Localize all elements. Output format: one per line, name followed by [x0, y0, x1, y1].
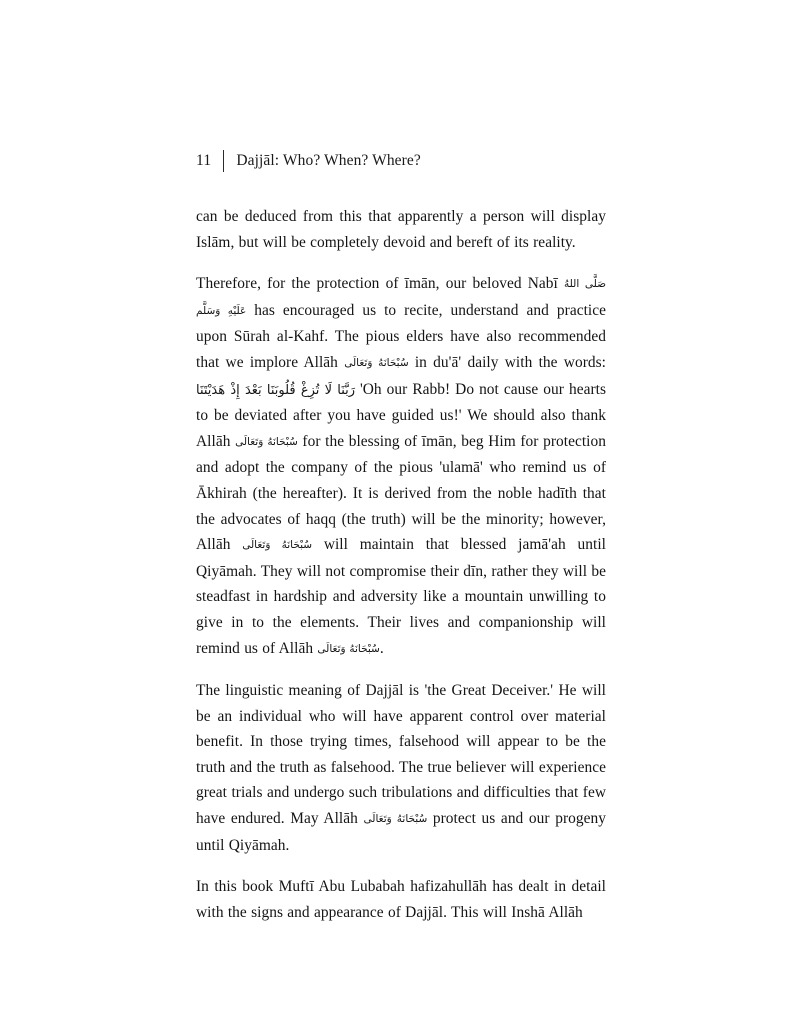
- paragraph: [196, 271, 606, 662]
- text-run: The linguistic meaning of Dajjāl is 'the Great Deceiver.' He will be an individual who will have apparent control over material benefit. In those trying times, falsehood will appear to be the truth and the truth as falsehood. The true believer will experience great trials and undergo such tribulations and difficulties that few have endured. May Allāh: [196, 682, 606, 828]
- text-run: Therefore, for the protection of īmān, our beloved Nabī: [196, 275, 565, 293]
- text-run: for the blessing of īmān, beg Him for protection and adopt the company of the pious 'ulamā' who remind us of Ākhirah (the hereafter). It is derived from the noble hadīth that the advocates of haqq (the truth) will be the minority; however, Allāh: [196, 432, 606, 554]
- body-text: [196, 204, 606, 925]
- arabic-honorific: سُبْحَانَهُ وَتَعَالَى: [363, 813, 428, 826]
- header-divider: [223, 150, 224, 172]
- text-run: protect us and our progeny until Qiyāmah.: [196, 810, 606, 854]
- text-run: In this book Muftī Abu Lubabah hafizahullāh has dealt in detail with the signs and appearance of Dajjāl. This will Inshā Allāh: [196, 878, 606, 921]
- text-run: .: [379, 639, 384, 657]
- text-run: has encouraged us to recite, understand and practice upon Sūrah al-Kahf. The pious elders have also recommended that we implore Allāh: [196, 301, 606, 371]
- paragraph: [196, 874, 606, 925]
- paragraph: [196, 204, 606, 255]
- running-title: Dajjāl: Who? When? Where?: [236, 152, 421, 169]
- page-header: [196, 148, 606, 174]
- arabic-honorific: سُبْحَانَهُ وَتَعَالَى: [235, 435, 298, 448]
- paragraph: [196, 678, 606, 858]
- arabic-quranic-quote: رَبَّنَا لَا تُزِغْ قُلُوبَنَا بَعْدَ إِذْ هَدَيْتَنَا: [196, 382, 356, 398]
- arabic-honorific: سُبْحَانَهُ وَتَعَالَى: [317, 642, 380, 655]
- text-run: will maintain that blessed jamā'ah until Qiyāmah. They will not compromise their dīn, rather they will be steadfast in hardship and adversity like a mountain unwilling to give in to the elements. Their lives and companionship will remind us of Allāh: [196, 536, 606, 657]
- arabic-honorific: سُبْحَانَهُ وَتَعَالَى: [344, 356, 409, 369]
- text-run: in du'ā' daily with the words:: [408, 353, 606, 371]
- text-run: can be deduced from this that apparently a person will display Islām, but will be completely devoid and bereft of its reality.: [196, 208, 606, 251]
- arabic-honorific: سُبْحَانَهُ وَتَعَالَى: [242, 539, 313, 552]
- page-content: [196, 148, 606, 925]
- text-run: 'Oh our Rabb! Do not cause our hearts to be deviated after you have guided us!' We should also thank Allāh: [196, 380, 606, 450]
- arabic-honorific: صَلَّى اللهُ عَلَيْهِ وَسَلَّم: [196, 278, 606, 317]
- page-number: 11: [196, 152, 212, 169]
